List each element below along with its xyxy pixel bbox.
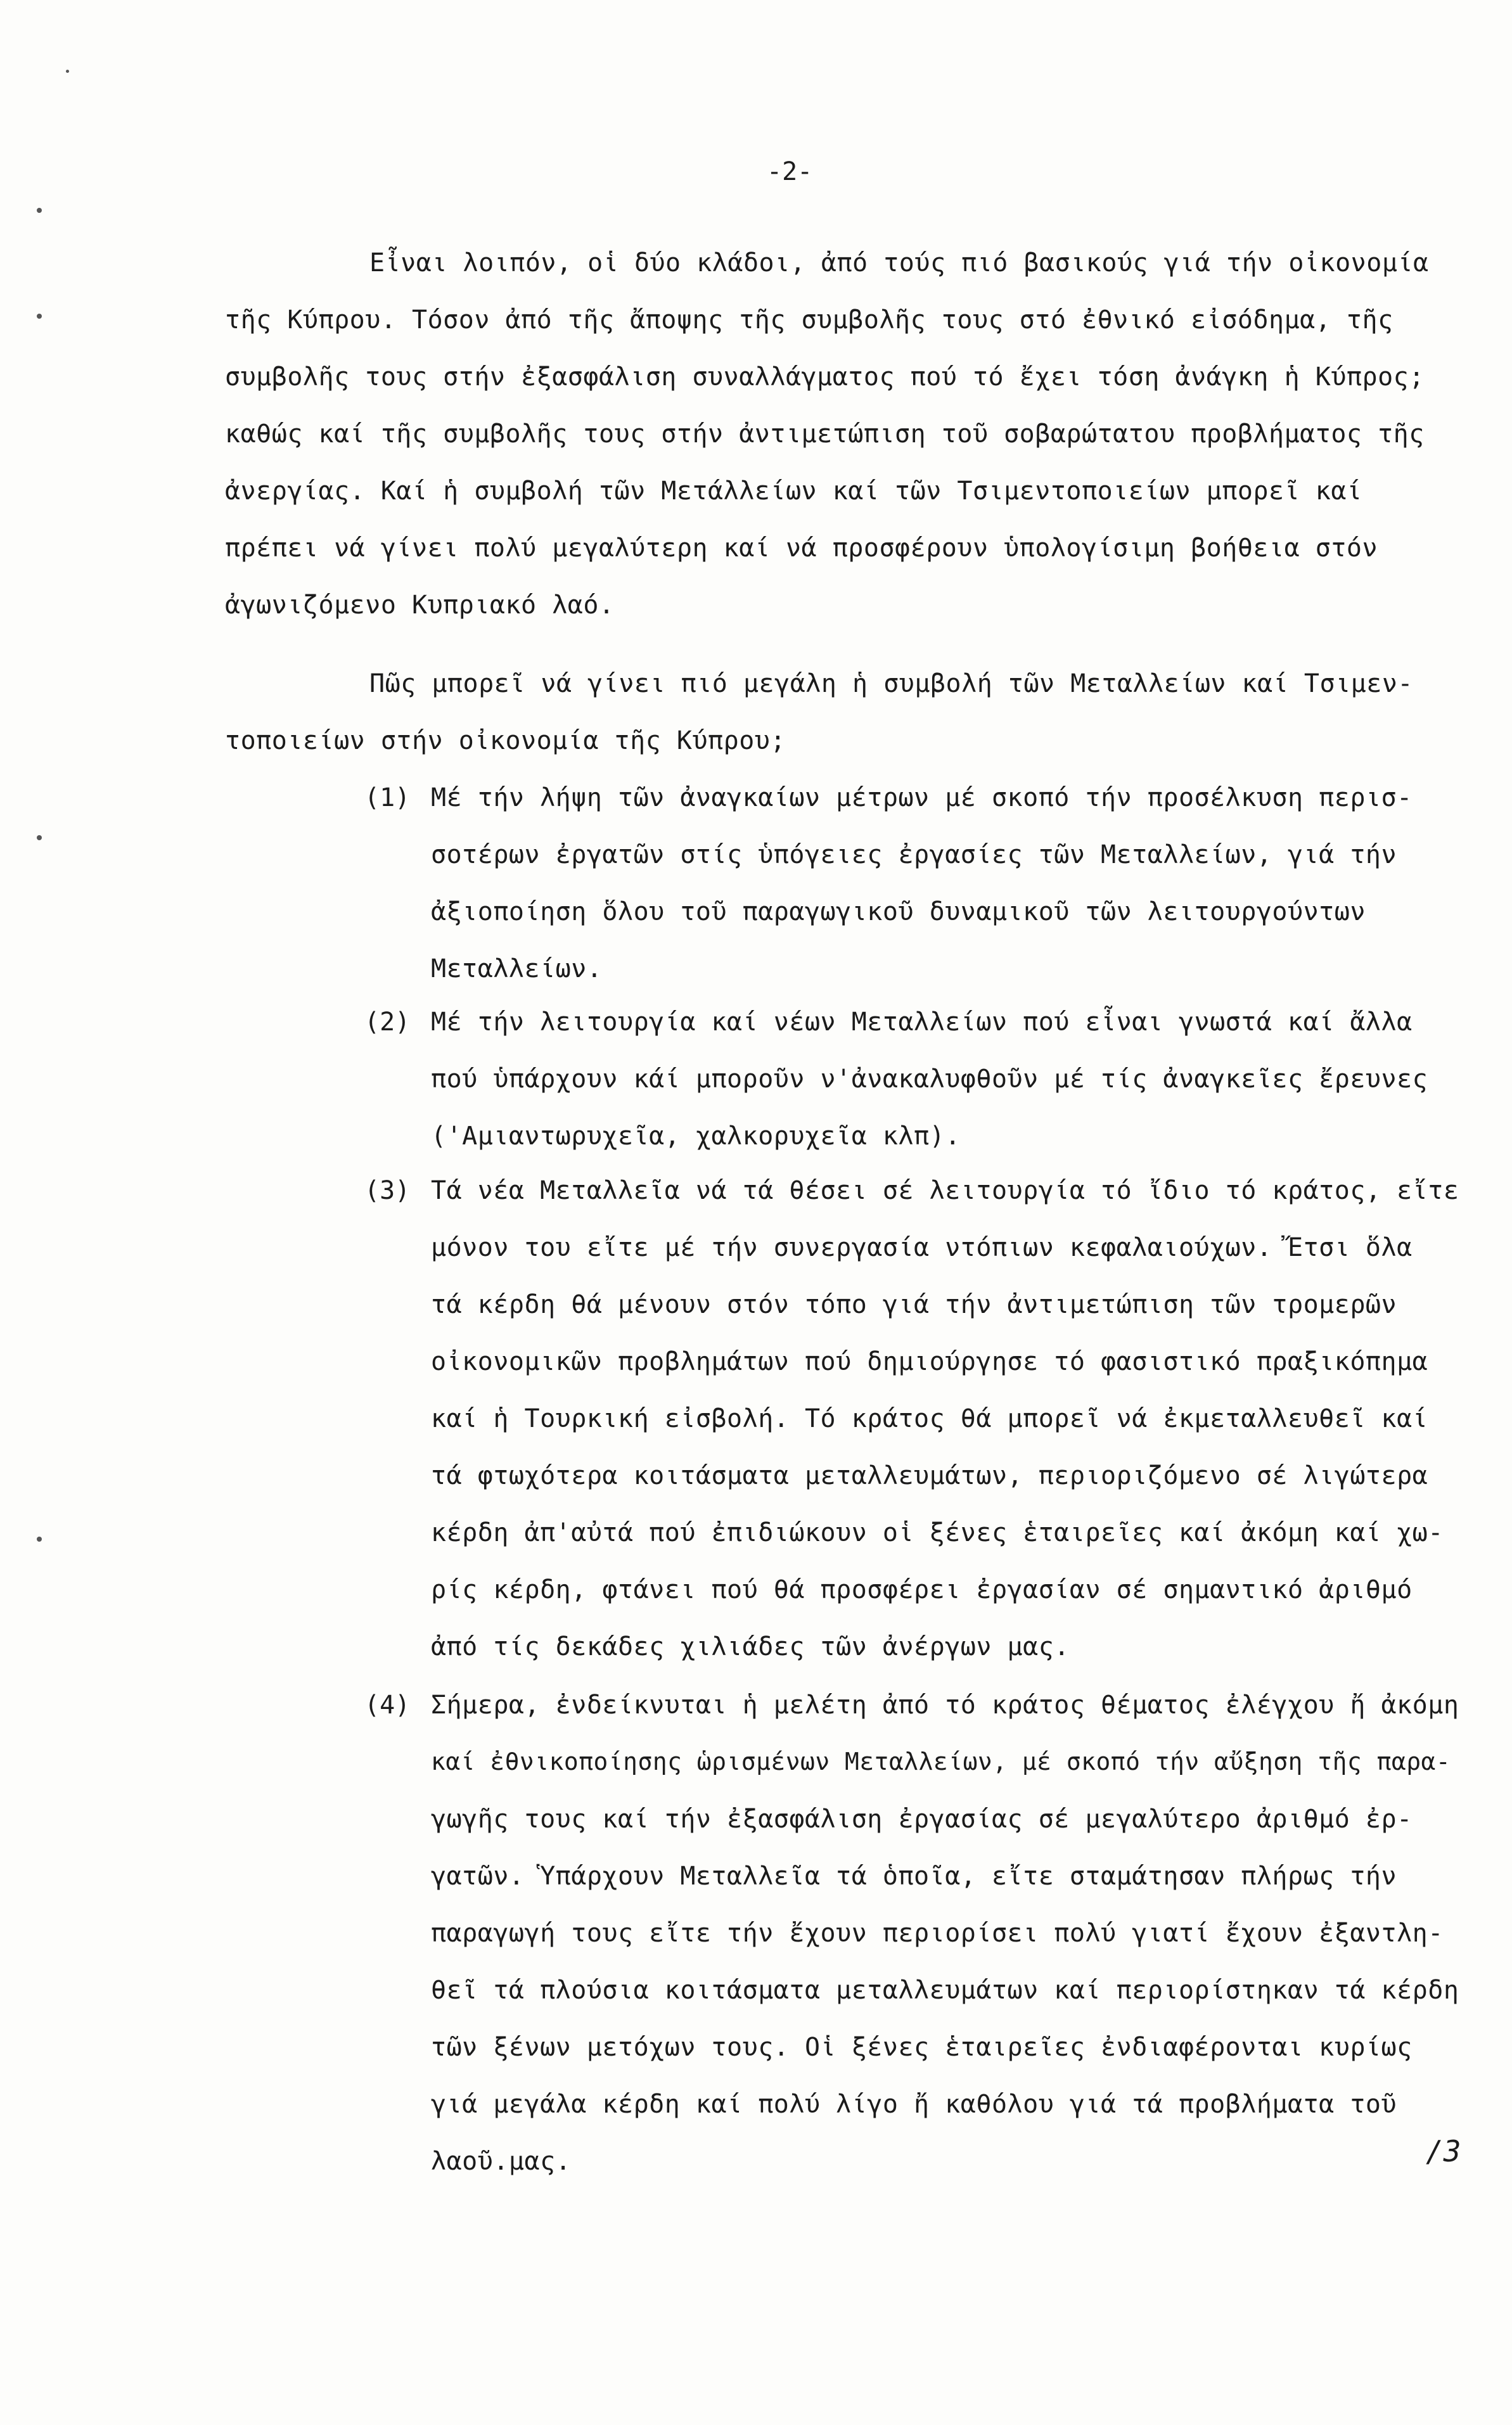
list-item-line: ('Αμιαντωρυχεῖα, χαλκορυχεῖα κλπ). <box>431 1122 961 1151</box>
list-item-line: Τά νέα Μεταλλεῖα νά τά θέσει σέ λειτουργία τό ἴδιο τό κράτος, εἴτε <box>431 1176 1459 1205</box>
list-item-line: καί ἐθνικοποίησης ὡρισμένων Μεταλλείων, μέ σκοπό τήν αὔξηση τῆς παρα- <box>431 1748 1451 1776</box>
list-item-line: κέρδη ἀπ'αὐτά πού ἐπιδιώκουν οἱ ξένες ἑταιρεῖες καί ἀκόμη καί χω- <box>431 1518 1444 1547</box>
list-item-line: σοτέρων ἐργατῶν στίς ὑπόγειες ἐργασίες τῶν Μεταλλείων, γιά τήν <box>431 840 1397 869</box>
scan-speck <box>37 208 42 213</box>
list-item-line: λαοῦ.μας. <box>431 2147 572 2176</box>
list-item-line: Μέ τήν λήψη τῶν ἀναγκαίων μέτρων μέ σκοπό τήν προσέλκυση περισ- <box>431 783 1413 812</box>
scan-speck <box>37 1537 42 1542</box>
list-item-line: τά κέρδη θά μένουν στόν τόπο γιά τήν ἀντιμετώπιση τῶν τρομερῶν <box>431 1290 1397 1319</box>
paragraph-1-line: ἀνεργίας. Καί ἡ συμβολή τῶν Μετάλλείων καί τῶν Τσιμεντοποιείων μπορεῖ καί <box>225 477 1362 506</box>
list-item-line: Σήμερα, ἐνδείκνυται ἡ μελέτη ἀπό τό κράτος θέματος ἐλέγχου ἤ ἀκόμη <box>431 1691 1459 1720</box>
paragraph-1-line: συμβολῆς τους στήν ἐξασφάλιση συναλλάγματος πού τό ἔχει τόση ἀνάγκη ἡ Κύπρος; <box>225 362 1425 392</box>
list-item-line: θεῖ τά πλούσια κοιτάσματα μεταλλευμάτων καί περιορίστηκαν τά κέρδη <box>431 1976 1459 2005</box>
paragraph-1-line: πρέπει νά γίνει πολύ μεγαλύτερη καί νά προσφέρουν ὑπολογίσιμη βοήθεια στόν <box>225 534 1378 563</box>
scan-speck <box>66 70 69 73</box>
page-number: -2- <box>767 157 813 186</box>
list-item-line: οἰκονομικῶν προβλημάτων πού δημιούργησε τό φασιστικό πραξικόπημα <box>431 1347 1428 1376</box>
list-item-number: (4) <box>364 1691 411 1720</box>
scan-speck <box>37 314 42 319</box>
scan-speck <box>37 835 42 840</box>
paragraph-1-line: Εἶναι λοιπόν, οἱ δύο κλάδοι, ἀπό τούς πιό βασικούς γιά τήν οἰκονομία <box>369 248 1429 278</box>
list-item-line: γατῶν. Ὑπάρχουν Μεταλλεῖα τά ὁποῖα, εἴτε σταμάτησαν πλήρως τήν <box>431 1862 1397 1891</box>
list-item-line: ἀπό τίς δεκάδες χιλιάδες τῶν ἀνέργων μας. <box>431 1632 1070 1661</box>
list-item-line: γιά μεγάλα κέρδη καί πολύ λίγο ἤ καθόλου γιά τά προβλήματα τοῦ <box>431 2090 1397 2119</box>
list-item-number: (1) <box>364 783 411 812</box>
list-item-line: ἀξιοποίηση ὅλου τοῦ παραγωγικοῦ δυναμικοῦ τῶν λειτουργούντων <box>431 897 1366 926</box>
list-item-line: Μεταλλείων. <box>431 954 603 983</box>
paragraph-2-line: Πῶς μπορεῖ νά γίνει πιό μεγάλη ἡ συμβολή τῶν Μεταλλείων καί Τσιμεν- <box>369 669 1413 698</box>
list-item-number: (3) <box>364 1176 411 1205</box>
list-item-line: ρίς κέρδη, φτάνει πού θά προσφέρει ἐργασίαν σέ σημαντικό ἀριθμό <box>431 1575 1413 1604</box>
paragraph-1-line: καθώς καί τῆς συμβολῆς τους στήν ἀντιμετώπιση τοῦ σοβαρώτατου προβλήματος τῆς <box>225 419 1425 449</box>
list-item-line: πού ὑπάρχουν κάί μποροῦν ν'ἀνακαλυφθοῦν μέ τίς ἀναγκεῖες ἔρευνες <box>431 1065 1428 1094</box>
list-item-line: τῶν ξένων μετόχων τους. Οἱ ξένες ἑταιρεῖες ἐνδιαφέρονται κυρίως <box>431 2033 1413 2062</box>
paragraph-2-line: τοποιείων στήν οἰκονομία τῆς Κύπρου; <box>225 726 786 755</box>
continuation-mark: /3 <box>1426 2134 1461 2168</box>
list-item-line: παραγωγή τους εἴτε τήν ἔχουν περιορίσει πολύ γιατί ἔχουν ἐξαντλη- <box>431 1919 1444 1948</box>
list-item-line: μόνον του εἴτε μέ τήν συνεργασία ντόπιων κεφαλαιούχων. Ἔτσι ὅλα <box>431 1233 1413 1262</box>
list-item-line: τά φτωχότερα κοιτάσματα μεταλλευμάτων, περιοριζόμενο σέ λιγώτερα <box>431 1461 1428 1490</box>
paragraph-1-line: ἀγωνιζόμενο Κυπριακό λαό. <box>225 591 615 620</box>
list-item-number: (2) <box>364 1008 411 1037</box>
list-item-line: καί ἡ Τουρκική εἰσβολή. Τό κράτος θά μπορεῖ νά ἐκμεταλλευθεῖ καί <box>431 1404 1428 1433</box>
paragraph-1-line: τῆς Κύπρου. Τόσον ἀπό τῆς ἄποψης τῆς συμβολῆς τους στό ἐθνικό εἰσόδημα, τῆς <box>225 305 1393 335</box>
list-item-line: γωγῆς τους καί τήν ἐξασφάλιση ἐργασίας σέ μεγαλύτερο ἀριθμό ἐρ- <box>431 1805 1413 1834</box>
list-item-line: Μέ τήν λειτουργία καί νέων Μεταλλείων πού εἶναι γνωστά καί ἄλλα <box>431 1008 1413 1037</box>
